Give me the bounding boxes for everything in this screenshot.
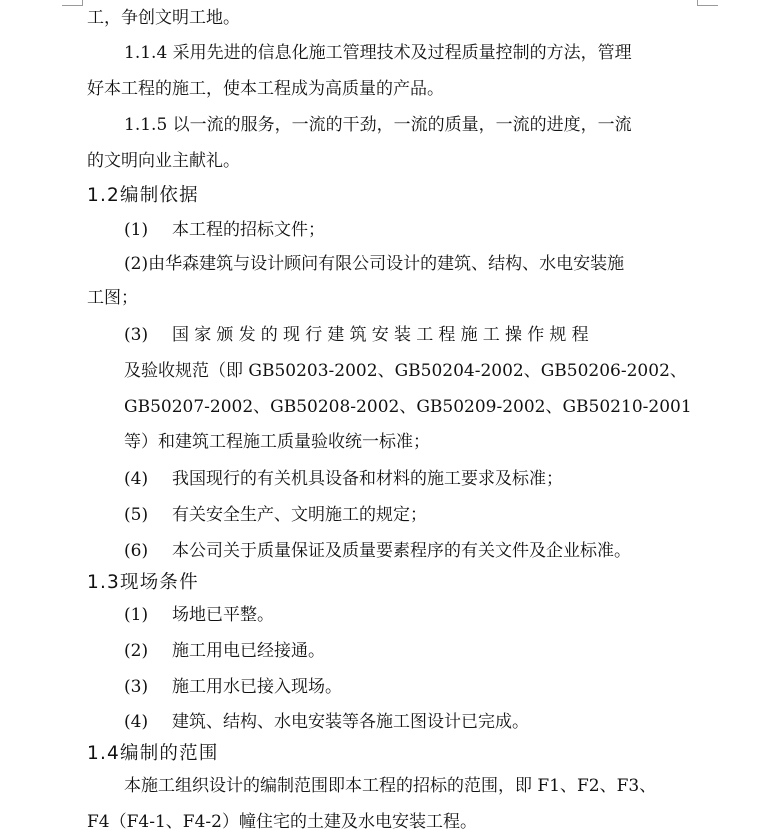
list-item: [0, 705, 779, 739]
list-item-text: 施工用电已经接通。: [172, 641, 325, 661]
list-number: (6): [124, 541, 149, 561]
list-item: [0, 498, 779, 532]
section-heading: [0, 737, 779, 771]
paragraph-text: 1.1.4 采用先进的信息化施工管理技术及过程质量控制的方法，管理: [124, 43, 632, 63]
paragraph-line: [0, 1, 779, 35]
list-item-text: 国家颁发的现行建筑安装工程施工操作规程: [172, 325, 594, 345]
paragraph-line: [0, 108, 779, 142]
list-item: [0, 534, 779, 568]
list-item-continuation: [0, 281, 779, 315]
list-item-text: 施工用水已接入现场。: [172, 677, 342, 697]
list-item: [0, 318, 779, 352]
paragraph-text: 1.1.5 以一流的服务，一流的干劲，一流的质量，一流的进度，一流: [124, 115, 632, 135]
list-number: (4): [124, 469, 149, 489]
list-item-continuation: [0, 390, 779, 424]
list-item-text: GB50207-2002、GB50208-2002、GB50209-2002、GB50210-2001: [124, 397, 692, 417]
list-item-text: 本公司关于质量保证及质量要素程序的有关文件及企业标准。: [172, 541, 631, 561]
paragraph-line: [0, 36, 779, 70]
list-item-continuation: [0, 425, 779, 459]
list-number: (2): [124, 641, 149, 661]
list-item-text: 我国现行的有关机具设备和材料的施工要求及标准；: [172, 469, 563, 489]
section-heading: [0, 179, 779, 213]
section-heading-text: 1.3现场条件: [87, 572, 199, 593]
list-item-text: 本工程的招标文件；: [172, 220, 325, 240]
list-item: [0, 670, 779, 704]
list-item-text: 建筑、结构、水电安装等各施工图设计已完成。: [172, 712, 529, 732]
list-number: (3): [124, 325, 149, 345]
list-item-text: 场地已平整。: [172, 605, 274, 625]
paragraph-line: [0, 769, 779, 803]
list-item-text: 及验收规范（即 GB50203-2002、GB50204-2002、GB50206-2002、: [124, 361, 687, 381]
section-heading-text: 1.2编制依据: [87, 185, 199, 206]
paragraph-line: [0, 72, 779, 106]
paragraph-text: 本施工组织设计的编制范围即本工程的招标的范围，即 F1、F2、F3、: [124, 776, 657, 796]
list-item: [0, 634, 779, 668]
section-heading: [0, 566, 779, 600]
paragraph-text: 好本工程的施工，使本工程成为高质量的产品。: [87, 79, 444, 99]
list-item-text: 工图；: [87, 288, 138, 308]
list-item-continuation: [0, 354, 779, 388]
list-number: (4): [124, 712, 149, 732]
paragraph-text: 的文明向业主献礼。: [87, 151, 240, 171]
list-item: [0, 247, 779, 281]
list-number: (3): [124, 677, 149, 697]
list-number: (1): [124, 220, 149, 240]
paragraph-text: F4（F4-1、F4-2）幢住宅的土建及水电安装工程。: [87, 812, 477, 832]
section-heading-text: 1.4编制的范围: [87, 743, 219, 764]
list-number: (5): [124, 505, 149, 525]
list-number: (1): [124, 605, 149, 625]
list-item: [0, 598, 779, 632]
paragraph-line: [0, 144, 779, 178]
paragraph-line: [0, 805, 779, 839]
paragraph-text: 工，争创文明工地。: [87, 8, 240, 28]
list-item: [0, 213, 779, 247]
list-item-text: 等）和建筑工程施工质量验收统一标准；: [124, 432, 430, 452]
list-item-text: (2)由华森建筑与设计顾问有限公司设计的建筑、结构、水电安装施: [124, 254, 625, 274]
list-item-text: 有关安全生产、文明施工的规定；: [172, 505, 427, 525]
list-item: [0, 462, 779, 496]
